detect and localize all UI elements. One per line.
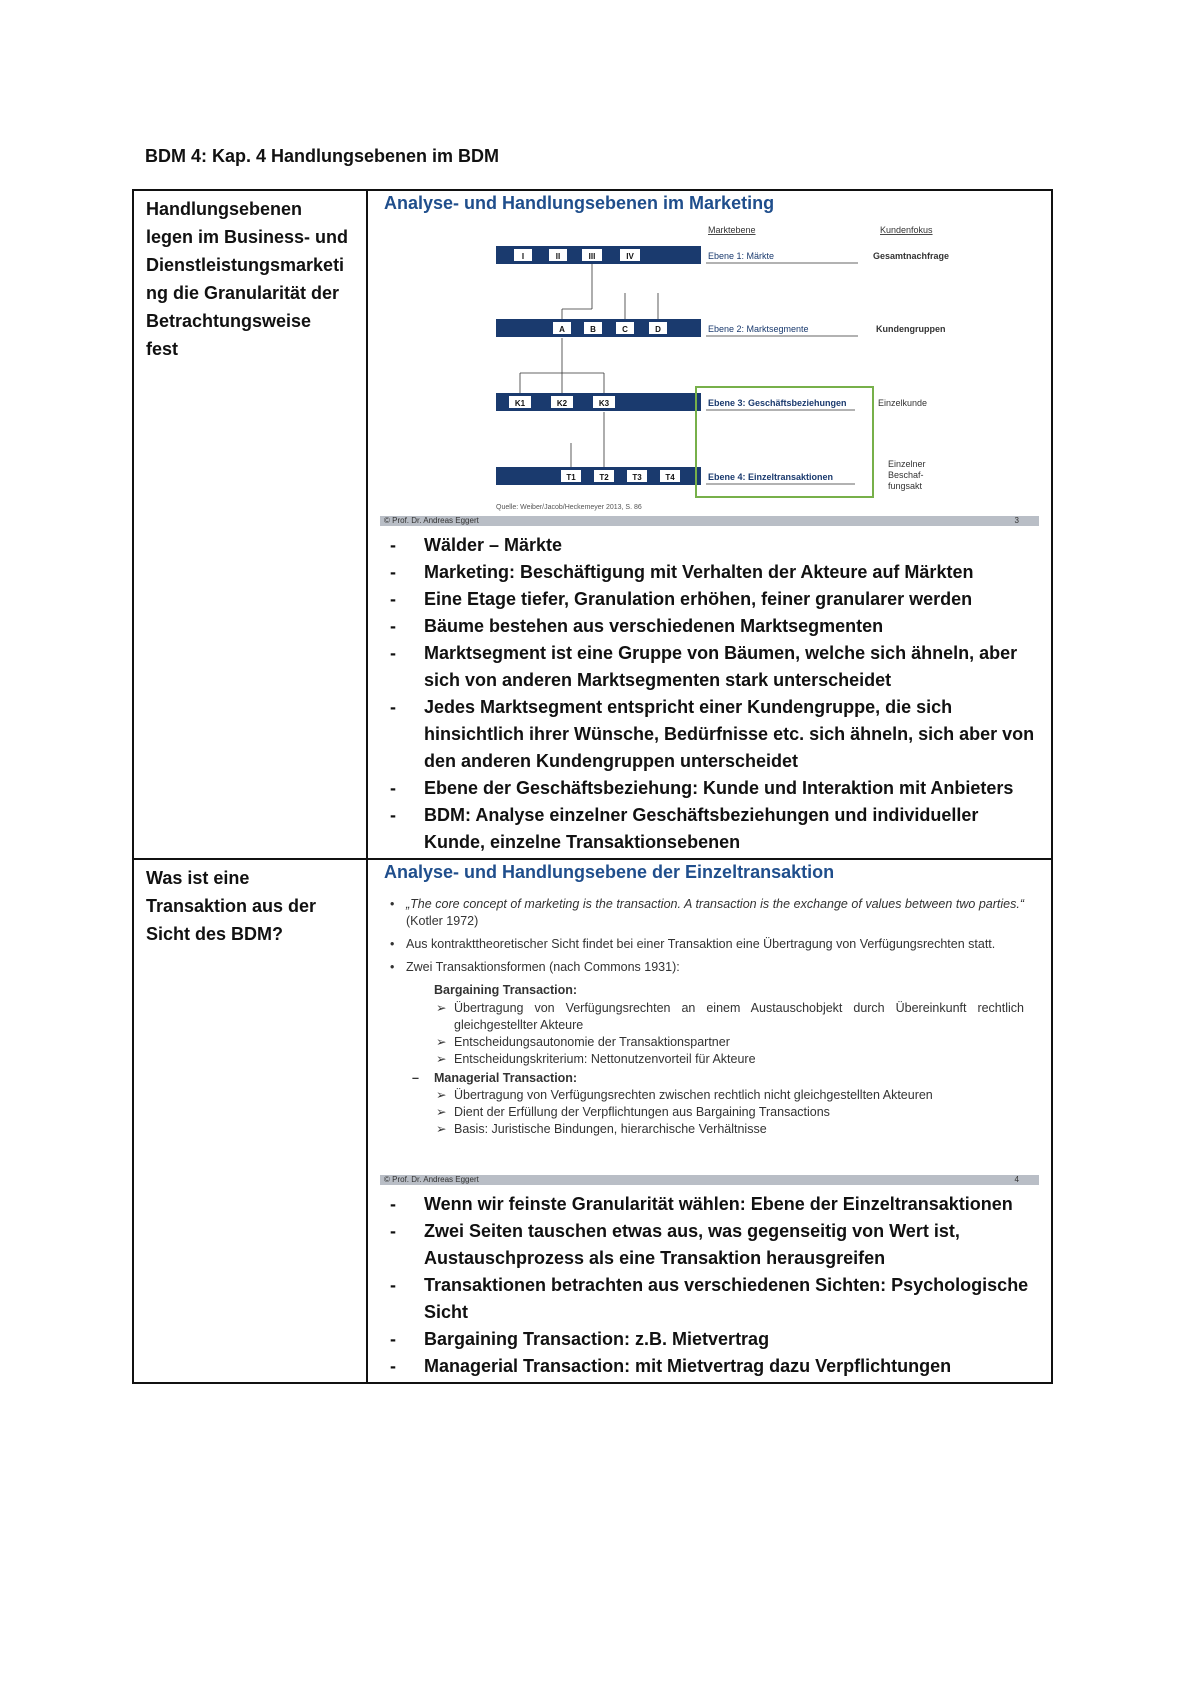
list-item: - Ebene der Geschäftsbeziehung: Kunde und Interaktion mit Anbieters — [386, 775, 1039, 802]
slide-source: Quelle: Weiber/Jacob/Heckemeyer 2013, S. 86 — [496, 504, 642, 511]
list-item: - BDM: Analyse einzelner Geschäftsbeziehungen und individueller Kunde, einzelne Transaktionsebenen — [386, 802, 1039, 856]
sub-bullet-text: Entscheidungsautonomie der Transaktionspartner — [454, 1035, 730, 1049]
document-title: BDM 4: Kap. 4 Handlungsebenen im BDM — [145, 146, 500, 166]
bullet-text: Aus kontrakttheoretischer Sicht findet bei einer Transaktion eine Übertragung von Verfügungsrechten statt. — [406, 937, 996, 951]
slide-footer-label: © Prof. Dr. Andreas Eggert — [384, 516, 479, 525]
level-4-focus-line: Einzelner — [888, 459, 926, 469]
sub-bullet — [434, 1121, 1024, 1138]
level-4-box-label: T2 — [599, 473, 609, 482]
list-item: - Marketing: Beschäftigung mit Verhalten der Akteure auf Märkten — [386, 559, 1039, 586]
question-cell — [133, 190, 367, 859]
question-text: Was ist eine Transaktion aus der Sicht des BDM? — [146, 868, 317, 944]
level-3-box-label: K1 — [514, 399, 526, 408]
slide-title: Analyse- und Handlungsebenen im Marketing — [384, 193, 775, 213]
level-4-box-label: T1 — [566, 473, 576, 482]
arrow-bullet-icon: ➢ — [436, 1001, 447, 1015]
level-1-box-label: III — [588, 252, 596, 261]
slide-page-number: 3 — [1014, 516, 1019, 525]
list-item: - Managerial Transaction: mit Mietvertrag dazu Verpflichtungen — [386, 1353, 1039, 1380]
list-item: - Bargaining Transaction: z.B. Mietvertrag — [386, 1326, 1039, 1353]
notes-list — [368, 526, 1051, 858]
question-text: Handlungsebenen legen im Business- und Dienstleistungsmarketi ng die Granularität der Betrachtungsweise fest — [146, 199, 349, 359]
slide-bullet — [384, 959, 1024, 976]
level-1-focus: Gesamtnachfrage — [873, 251, 950, 261]
list-item: - Wälder – Märkte — [386, 532, 1039, 559]
table-row — [133, 190, 1052, 859]
level-2-box-label: D — [655, 325, 661, 334]
answer-cell — [367, 190, 1052, 859]
kotler-quote: „The core concept of marketing is the transaction. A transaction is the exchange of values between two parties.“ — [406, 897, 1024, 911]
level-2-focus: Kundengruppen — [876, 324, 946, 334]
sub-bullet-text: Dient der Erfüllung der Verpflichtungen aus Bargaining Transactions — [454, 1105, 830, 1119]
notes-list — [368, 1185, 1051, 1382]
dash-bullet-icon: – — [412, 1071, 419, 1085]
content-table — [132, 189, 1053, 1384]
bargaining-block — [384, 982, 1024, 1068]
level-1-box-label: I — [521, 252, 525, 261]
bullet-dot-icon: • — [390, 960, 395, 974]
col-header-market: Marktebene — [708, 225, 756, 235]
bargaining-heading: Bargaining Transaction: — [434, 983, 578, 997]
slide-bullets — [384, 896, 1024, 1138]
answer-cell — [367, 859, 1052, 1383]
list-item: - Bäume bestehen aus verschiedenen Marktsegmenten — [386, 613, 1039, 640]
levels-diagram — [368, 191, 1051, 526]
slide-footer — [380, 516, 1039, 526]
slide-footer — [380, 1175, 1039, 1185]
bullet-dot-icon: • — [390, 937, 395, 951]
slide-bullet — [384, 936, 1024, 953]
sub-bullet — [434, 1034, 1024, 1051]
arrow-bullet-icon: ➢ — [436, 1122, 447, 1136]
sub-bullet-text: Entscheidungskriterium: Nettonutzenvorteil für Akteure — [454, 1052, 756, 1066]
list-item: - Jedes Marktsegment entspricht einer Kundengruppe, die sich hinsichtlich ihrer Wünsche, Bedürfnisse etc. sich ähneln, sich aber von den anderen Kundengruppen unterscheidet — [386, 694, 1039, 775]
list-item: - Marktsegment ist eine Gruppe von Bäumen, welche sich ähneln, aber sich von anderen Marktsegmenten stark unterscheidet — [386, 640, 1039, 694]
slide-bullet — [384, 896, 1024, 930]
list-item: - Transaktionen betrachten aus verschiedenen Sichten: Psychologische Sicht — [386, 1272, 1039, 1326]
managerial-block — [384, 1087, 1024, 1138]
list-item: - Zwei Seiten tauschen etwas aus, was gegenseitig von Wert ist, Austauschprozess als eine Transaktion herausgreifen — [386, 1218, 1039, 1272]
sub-bullet-text: Basis: Juristische Bindungen, hierarchische Verhältnisse — [454, 1122, 767, 1136]
slide-page-number: 4 — [1014, 1175, 1019, 1184]
sub-bullet-text: Übertragung von Verfügungsrechten an einem Austauschobjekt durch Übereinkunft rechtlich gleichgestellter Akteure — [454, 1001, 1024, 1032]
level-4-focus-line: Beschaf- — [888, 470, 924, 480]
sub-bullet-text: Übertragung von Verfügungsrechten zwischen rechtlich nicht gleichgestellten Akteuren — [454, 1088, 933, 1102]
arrow-bullet-icon: ➢ — [436, 1052, 447, 1066]
level-1-box-label: II — [555, 252, 561, 261]
sub-bullet — [434, 1000, 1024, 1034]
list-item: - Wenn wir feinste Granularität wählen: Ebene der Einzeltransaktionen — [386, 1191, 1039, 1218]
managerial-heading-row — [384, 1070, 1024, 1087]
arrow-bullet-icon: ➢ — [436, 1088, 447, 1102]
slide-image-levels — [368, 191, 1051, 526]
level-4-label: Ebene 4: Einzeltransaktionen — [708, 472, 834, 482]
slide-image-transaction — [368, 860, 1051, 1185]
level-2-label: Ebene 2: Marktsegmente — [708, 324, 809, 334]
bullet-dot-icon: • — [390, 897, 395, 911]
level-4-focus — [888, 459, 926, 491]
sub-bullet — [434, 1051, 1024, 1068]
level-4-focus-line: fungsakt — [888, 481, 923, 491]
slide-footer-label: © Prof. Dr. Andreas Eggert — [384, 1175, 479, 1184]
level-1-label: Ebene 1: Märkte — [708, 251, 775, 261]
col-header-focus: Kundenfokus — [880, 225, 933, 235]
sub-bullet — [434, 1104, 1024, 1121]
level-4-box-label: T4 — [665, 473, 675, 482]
managerial-heading: Managerial Transaction: — [434, 1071, 578, 1085]
table-row — [133, 859, 1052, 1383]
level-3-box-label: K2 — [556, 399, 568, 408]
level-2-box-label: C — [622, 325, 628, 334]
list-item: - Eine Etage tiefer, Granulation erhöhen, feiner granularer werden — [386, 586, 1039, 613]
level-3-label: Ebene 3: Geschäftsbeziehungen — [708, 398, 847, 408]
sub-bullet — [434, 1087, 1024, 1104]
arrow-bullet-icon: ➢ — [436, 1035, 447, 1049]
level-1-box-label: IV — [626, 252, 634, 261]
arrow-bullet-icon: ➢ — [436, 1105, 447, 1119]
level-3-focus: Einzelkunde — [878, 398, 928, 408]
level-3-box-label: K3 — [598, 399, 610, 408]
level-4-box-label: T3 — [632, 473, 642, 482]
level-2-box-label: A — [559, 325, 565, 334]
question-cell — [133, 859, 367, 1383]
bullet-text: Zwei Transaktionsformen (nach Commons 1931): — [406, 960, 680, 974]
level-2-box-label: B — [590, 325, 596, 334]
kotler-citation: (Kotler 1972) — [406, 914, 479, 928]
slide-title: Analyse- und Handlungsebene der Einzeltransaktion — [384, 862, 835, 882]
